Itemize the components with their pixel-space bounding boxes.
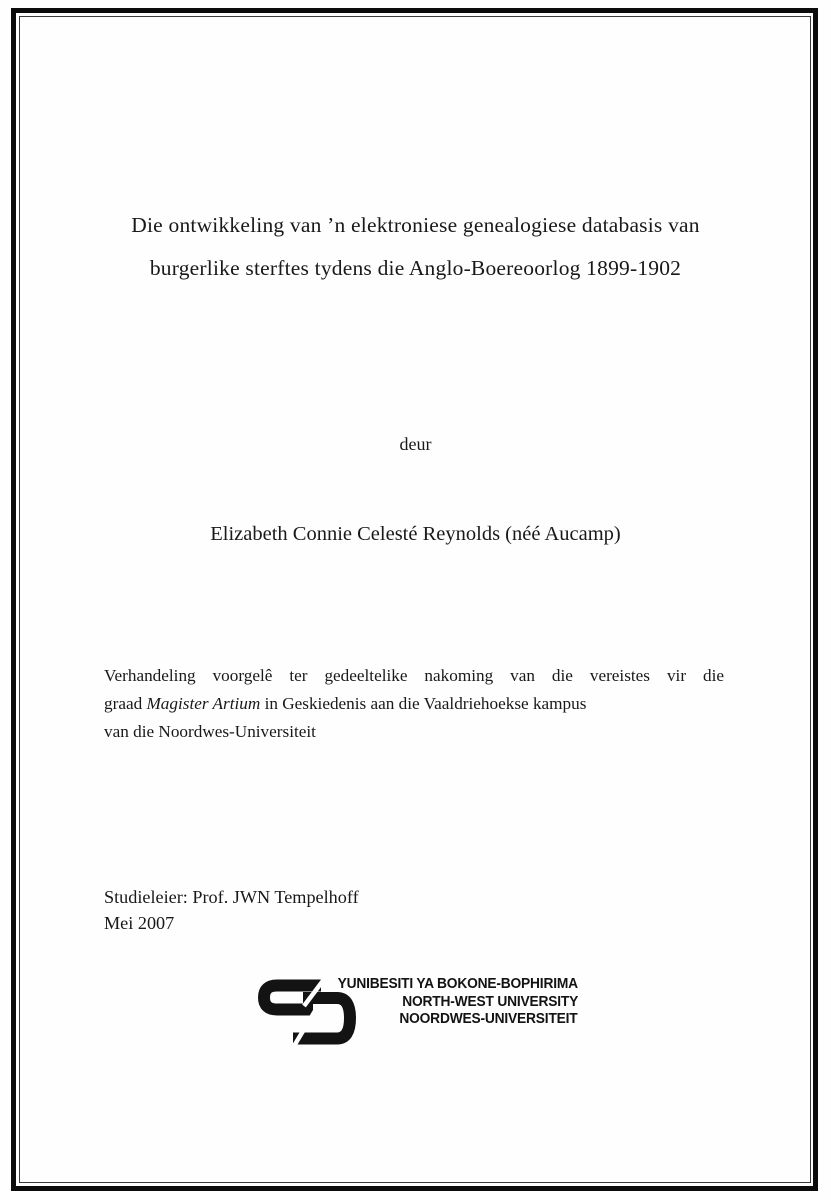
date-line: Mei 2007 [104,913,175,933]
logo-line-afrikaans: NOORDWES-UNIVERSITEIT [399,1011,578,1027]
degree-statement-line2-suffix: in Geskiedenis aan die Vaaldriehoekse kampus [260,694,587,713]
thesis-title-line2: burgerlike sterftes tydens die Anglo-Boereoorlog 1899-1902 [149,256,682,280]
author-name: Elizabeth Connie Celesté Reynolds (néé Aucamp) [210,523,621,545]
university-logo-text [318,976,578,1029]
thesis-title-line1: Die ontwikkeling van ’n elektroniese genealogiese databasis van [131,213,700,237]
logo-line-setswana: YUNIBESITI YA BOKONE-BOPHIRIMA [337,976,578,992]
degree-statement-line1: Verhandeling voorgelê ter gedeeltelike nakoming van die vereistes vir die [104,666,724,685]
degree-statement-line2-prefix: graad [104,694,147,713]
supervisor-line: Studieleier: Prof. JWN Tempelhoff [104,887,359,907]
degree-statement-line3: van die Noordwes-Universiteit [104,722,316,741]
degree-name-italic: Magister Artium [146,694,261,713]
logo-line-english: NORTH-WEST UNIVERSITY [402,993,578,1010]
thesis-title [60,204,771,290]
degree-statement [104,662,724,746]
degree-statement-line2 [104,690,724,718]
byline-preposition: deur [399,434,432,454]
